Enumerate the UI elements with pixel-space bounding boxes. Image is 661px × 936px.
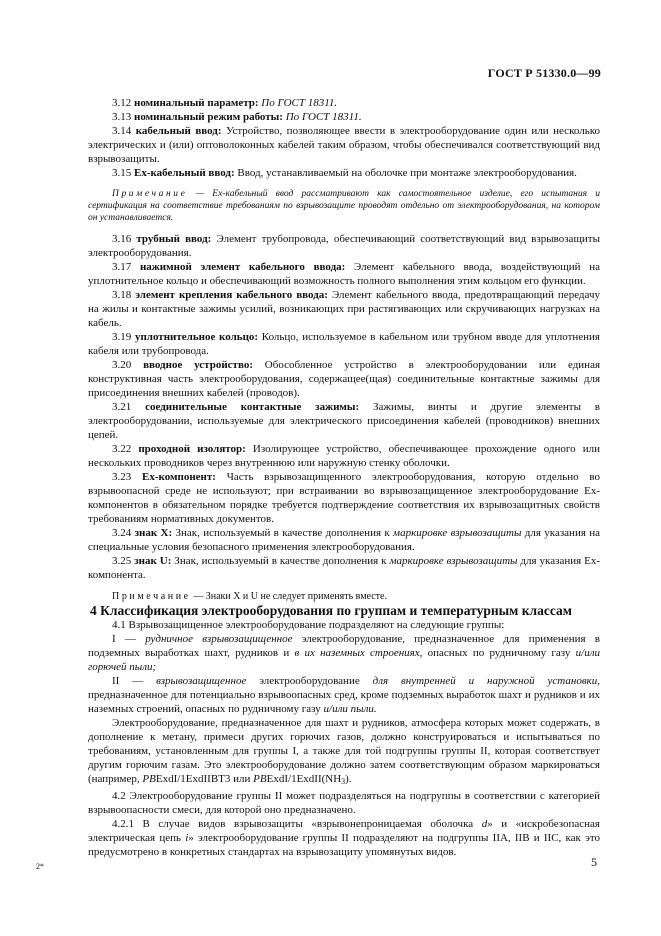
- marking-text-2: ExdI/1ExdII(NH: [266, 773, 342, 785]
- group-ii-italic: для внутренней и наружной установки,: [372, 675, 601, 687]
- definition: По ГОСТ 18311.: [282, 111, 362, 123]
- term: нажимной элемент кабельного ввода:: [139, 261, 346, 273]
- definition: По ГОСТ 18311.: [258, 97, 338, 109]
- signature-mark: 2*: [36, 862, 44, 871]
- clause-3-12: [88, 96, 600, 110]
- definition-end: для указания Ех-компонента.: [88, 555, 600, 581]
- symbol-i: i: [185, 832, 189, 844]
- clause-3-15: [88, 166, 600, 180]
- group-i-italic: в их наземных строениях,: [294, 647, 423, 659]
- group-i-label: I —: [112, 633, 146, 645]
- definition: Элемент кабельного ввода, предотвращающий передачу на жилы и контактные зажимы усилий, возникающих при растягивающих или скручивающих нагрузках на кабель.: [88, 289, 600, 329]
- clause-3-20: [88, 358, 600, 400]
- definition-italic: маркировке взрывозащиты: [393, 527, 522, 539]
- group-ii-term: взрывозащищенное: [156, 675, 247, 687]
- group-i-text-2: опасных по рудничному газу: [422, 647, 576, 659]
- clause-number: 3.19: [112, 331, 135, 343]
- group-i-text: электрооборудование, предназначенное для применения в подземных выработках шахт, рудников и: [88, 633, 600, 659]
- clause-3-18: [88, 288, 600, 330]
- marking-pb-2: PB: [253, 773, 267, 785]
- clause-number: 3.24: [112, 527, 135, 539]
- subscript: 3: [341, 777, 346, 786]
- clause-3-16: [88, 232, 600, 260]
- group-i-term: рудничное взрывозащищенное: [145, 633, 293, 645]
- term: знак X:: [134, 527, 173, 539]
- note-label: Примечание: [112, 591, 191, 602]
- definition: Устройство, позволяющее ввести в электрооборудование один или несколько электрических и (или) оптоволоконных кабелей таким образом, чтобы обеспечивался соответствующий вид взрывозащиты.: [88, 125, 601, 165]
- definition: Знак, используемый в качестве дополнения к: [171, 555, 390, 567]
- term: уплотнительное кольцо:: [134, 331, 259, 343]
- marking-text: ExdI/1ExdIIBT3 или: [155, 773, 254, 785]
- definition: Обособленное устройство в электрооборудовании или единая конструктивная часть электрооборудования, содержащее(щая) соединительные контактные зажимы для присоединения внешних кабелей (проводов).: [88, 359, 601, 399]
- page-number: 5: [591, 855, 597, 869]
- group-i: [88, 632, 600, 674]
- marking-pb: PB: [142, 773, 156, 785]
- clause-number: 3.20: [112, 359, 144, 371]
- term: элемент крепления кабельного ввода:: [135, 289, 328, 301]
- clause-4-2-1: [88, 817, 600, 859]
- term: знак U:: [134, 555, 172, 567]
- definition: Элемент кабельного ввода, воздействующий на уплотнительное кольцо и обеспечивающий возможность полного выполнения этим кольцом его функции.: [88, 261, 600, 287]
- term: вводное устройство:: [143, 359, 253, 371]
- definition: Изолирующее устройство, обеспечивающее прохождение одного или нескольких проводников через внутреннюю или наружную стенку оболочки.: [88, 443, 600, 469]
- definition-italic: маркировке взрывозащиты: [389, 555, 518, 567]
- clause-number: 3.18: [112, 289, 136, 301]
- clause-3-25: [88, 554, 600, 582]
- clause-number: 3.23: [112, 471, 143, 483]
- clause-number: 3.16: [112, 233, 137, 245]
- clause-number: 3.14: [112, 125, 136, 137]
- term: кабельный ввод:: [135, 125, 222, 137]
- note-label: Примечание: [112, 189, 188, 199]
- definition-end: для указания на специальные условия безопасного применения электрооборудования.: [88, 527, 601, 553]
- term: Ех-кабельный ввод:: [134, 167, 235, 179]
- group-i-italic-2: и/или горючей пыли;: [88, 647, 601, 673]
- term: соединительные контактные зажимы:: [145, 401, 360, 413]
- clause-text-2: » и «искробезопасная электрическая цепь: [88, 818, 600, 844]
- note-x-u-signs: [88, 590, 600, 604]
- group-ii: [88, 674, 600, 716]
- group-ii-italic-2: и/или пыли.: [323, 703, 377, 715]
- clause-text: 4.2.1 В случае видов взрывозащиты «взрывонепроницаемая оболочка: [112, 818, 482, 830]
- definition: Часть взрывозащищенного электрооборудования, которую отдельно во взрывоопасной среде не используют; при встраивании во взрывозащищенное электрооборудование Ех-компонентов в обязательном порядке требуется подтверждение соответствия их взрывозащитных свойств требованиям нормативных документов.: [88, 471, 601, 525]
- document-body: [88, 96, 600, 859]
- term: номинальный параметр:: [134, 97, 259, 109]
- clause-3-23: [88, 470, 600, 526]
- clause-number: 3.12: [112, 97, 134, 109]
- definition: Элемент трубопровода, обеспечивающий соответствующий вид взрывозащиты электрооборудования.: [88, 233, 600, 259]
- clause-3-19: [88, 330, 600, 358]
- clause-text-3: » электрооборудование группы II подразделяют на подгруппы IIA, IIB и IIC, как это предусмотрено в конкретных стандартах на взрывозащиту упомянутых видов.: [88, 832, 600, 858]
- clause-3-14: [88, 124, 600, 166]
- clause-number: 3.25: [112, 555, 135, 567]
- marking-end: ).: [345, 773, 352, 785]
- clause-number: 3.15: [112, 167, 134, 179]
- note-ex-cable-entry: [88, 188, 600, 224]
- clause-3-21: [88, 400, 600, 442]
- term: Ех-компонент:: [142, 471, 216, 483]
- clause-4-1: 4.1 Взрывозащищенное электрооборудование подразделяют на следующие группы:: [112, 619, 505, 631]
- symbol-d: d: [481, 818, 488, 830]
- definition: Кольцо, используемое в кабельном или трубном вводе для уплотнения кабеля или трубопровода.: [88, 331, 600, 357]
- note-text: — Ех-кабельный ввод рассматривают как самостоятельное изделие, его испытания и сертификация на соответствие требованиям по взрывозащите проводят отдельно от электрооборудования, на котором он устанавливается.: [88, 189, 600, 223]
- clause-3-22: [88, 442, 600, 470]
- group-ii-text: электрооборудование: [246, 675, 373, 687]
- clause-4-2: 4.2 Электрооборудование группы II может подразделяться на подгруппы в соответствии с категорией взрывоопасности смеси, для которой оно предназначено.: [88, 790, 600, 816]
- term: проходной изолятор:: [138, 443, 246, 455]
- clause-3-24: [88, 526, 600, 554]
- definition: Знак, используемый в качестве дополнения к: [172, 527, 394, 539]
- group-ii-text-2: предназначенное для потенциально взрывоопасных сред, кроме подземных выработок шахт и рудников и их наземных строений, опасных по рудничному газу: [88, 689, 600, 715]
- clause-number: 3.21: [112, 401, 146, 413]
- clause-number: 3.22: [112, 443, 139, 455]
- mine-equipment-paragraph: [88, 716, 600, 789]
- note-text: — Знаки X и U не следует применять вместе.: [190, 591, 387, 602]
- clause-number: 3.13: [112, 111, 134, 123]
- mine-text: Электрооборудование, предназначенное для шахт и рудников, атмосфера которых может содержать, в дополнение к метану, примеси других горючих газов, должно конструироваться и испытываться по требованиям, установленным для группы I, а также для той подгруппы группы II, которая соответствует другим горючим газам. Это электрооборудование должно затем соответствующим образом маркироваться (например,: [88, 717, 600, 785]
- group-ii-label: II —: [112, 675, 157, 687]
- document-header: ГОСТ Р 51330.0—99: [487, 66, 601, 80]
- clause-number: 3.17: [112, 261, 140, 273]
- section-4-heading: 4 Классификация электрооборудования по группам и температурным классам: [90, 603, 572, 618]
- clause-3-17: [88, 260, 600, 288]
- term: трубный ввод:: [136, 233, 212, 245]
- term: номинальный режим работы:: [134, 111, 283, 123]
- clause-3-13: [88, 110, 600, 124]
- definition: Зажимы, винты и другие элементы в электрооборудовании, используемые для электрического присоединения кабелей (проводников) внешних цепей.: [88, 401, 600, 441]
- definition: Ввод, устанавливаемый на оболочке при монтаже электрооборудования.: [234, 167, 577, 179]
